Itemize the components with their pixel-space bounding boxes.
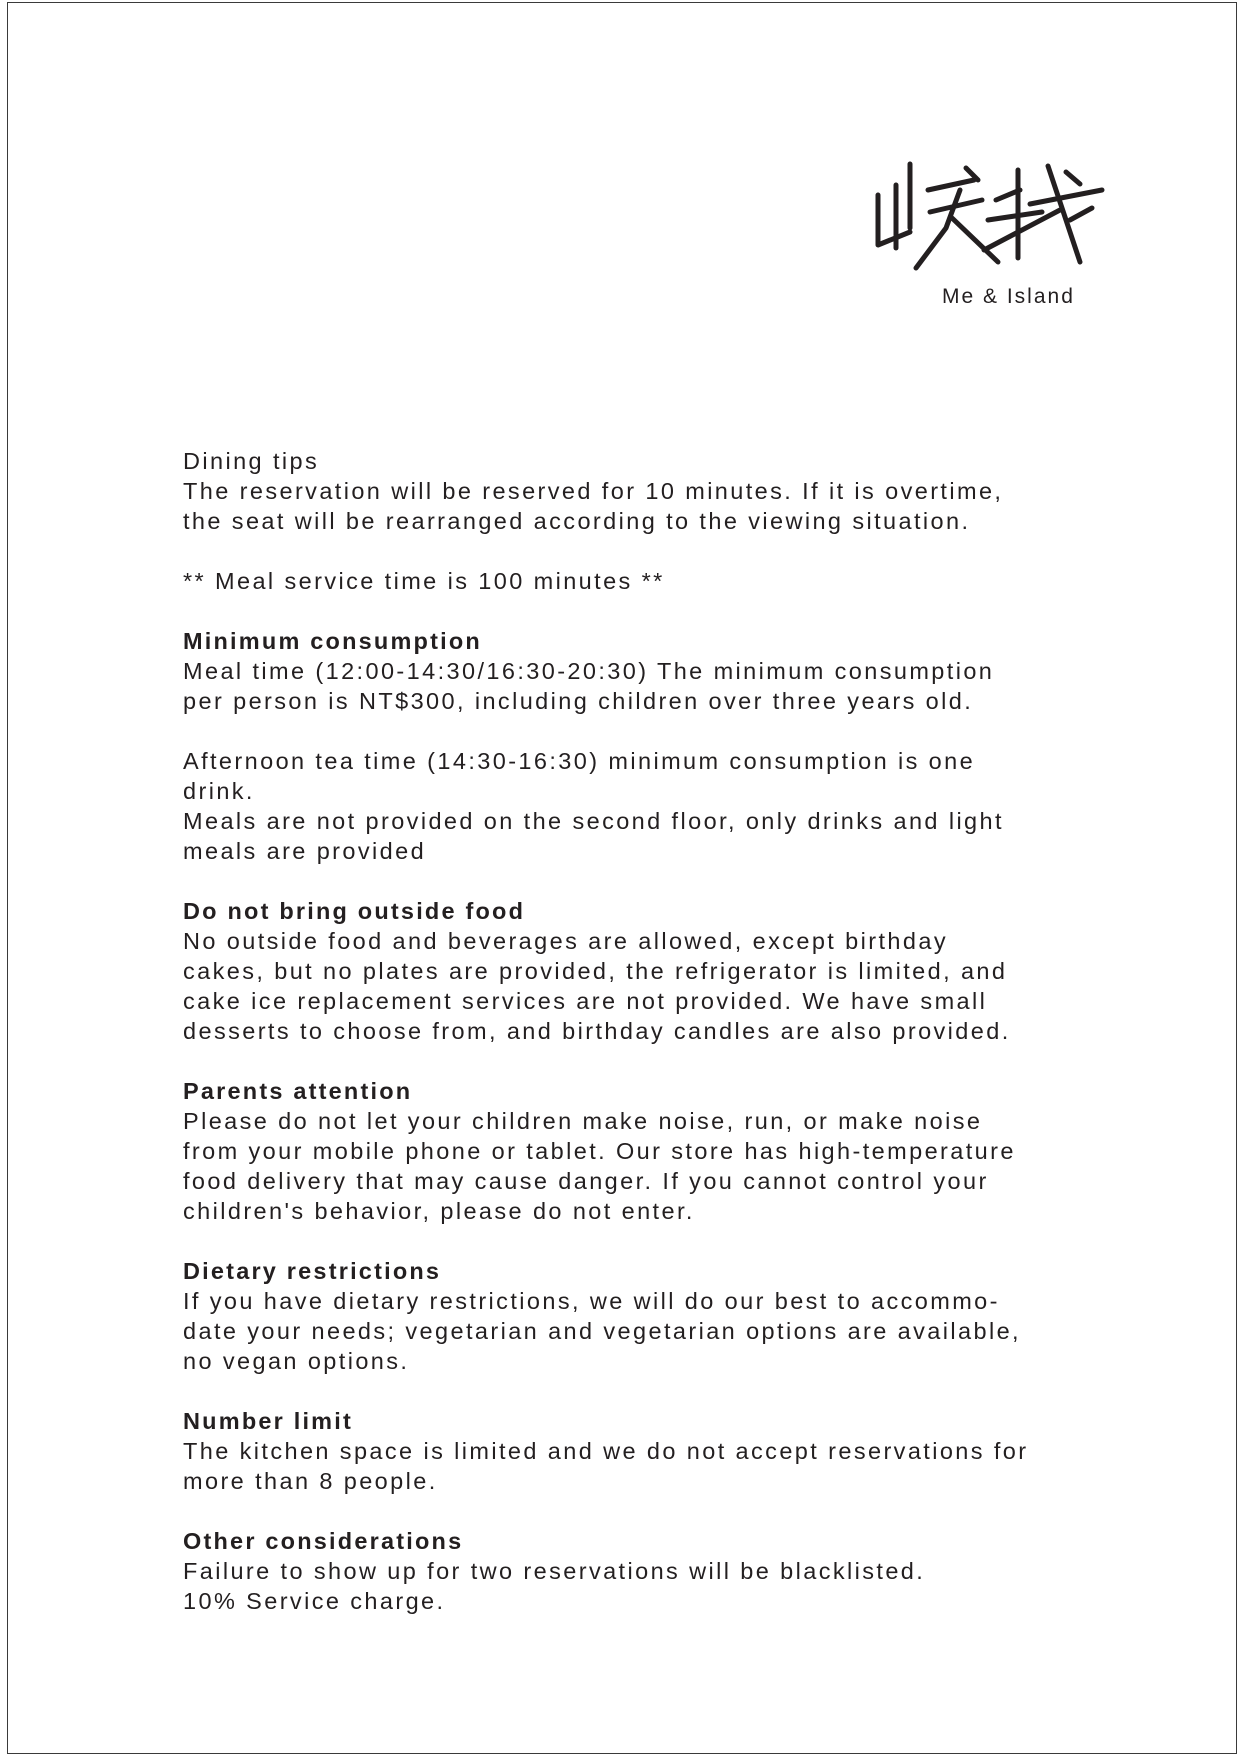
section-line: desserts to choose from, and birthday candles are also provided. (183, 1018, 1011, 1044)
section-line: meals are provided (183, 838, 427, 864)
section-heading-number-limit: Number limit (183, 1408, 354, 1434)
brand-caption: Me & Island (942, 285, 1075, 308)
logo-calligraphy-mark (870, 150, 1130, 280)
section-line: The kitchen space is limited and we do not accept reservations for (183, 1438, 1029, 1464)
dining-tips-document (183, 446, 1103, 1616)
brand-logo (870, 150, 1140, 320)
document-title: Dining tips (183, 448, 320, 474)
section-heading-parents-attention: Parents attention (183, 1078, 413, 1104)
section-line: food delivery that may cause danger. If you cannot control your (183, 1168, 989, 1194)
section-heading-outside-food: Do not bring outside food (183, 898, 526, 924)
section-line: more than 8 people. (183, 1468, 438, 1494)
section-line: Please do not let your children make noise, run, or make noise (183, 1108, 983, 1134)
section-line: children's behavior, please do not enter. (183, 1198, 695, 1224)
section-line: No outside food and beverages are allowed, except birthday (183, 928, 948, 954)
section-line: Meals are not provided on the second floor, only drinks and light (183, 808, 1004, 834)
section-heading-other-considerations: Other considerations (183, 1528, 464, 1554)
meal-service-note: ** Meal service time is 100 minutes ** (183, 568, 665, 594)
section-line: Failure to show up for two reservations will be blacklisted. (183, 1558, 926, 1584)
section-line: drink. (183, 778, 255, 804)
section-heading-dietary-restrictions: Dietary restrictions (183, 1258, 442, 1284)
section-line: Meal time (12:00-14:30/16:30-20:30) The minimum consumption (183, 658, 995, 684)
section-line: date your needs; vegetarian and vegetarian options are available, (183, 1318, 1021, 1344)
section-line: If you have dietary restrictions, we will do our best to accommo- (183, 1288, 1000, 1314)
section-heading-minimum-consumption: Minimum consumption (183, 628, 482, 654)
section-line: cakes, but no plates are provided, the refrigerator is limited, and (183, 958, 1008, 984)
section-line: Afternoon tea time (14:30-16:30) minimum consumption is one (183, 748, 976, 774)
section-line: from your mobile phone or tablet. Our store has high-temperature (183, 1138, 1016, 1164)
section-line: no vegan options. (183, 1348, 410, 1374)
section-line: cake ice replacement services are not provided. We have small (183, 988, 988, 1014)
intro-line: the seat will be rearranged according to the viewing situation. (183, 508, 971, 534)
intro-line: The reservation will be reserved for 10 minutes. If it is overtime, (183, 478, 1004, 504)
section-line: 10% Service charge. (183, 1588, 446, 1614)
section-line: per person is NT$300, including children over three years old. (183, 688, 974, 714)
